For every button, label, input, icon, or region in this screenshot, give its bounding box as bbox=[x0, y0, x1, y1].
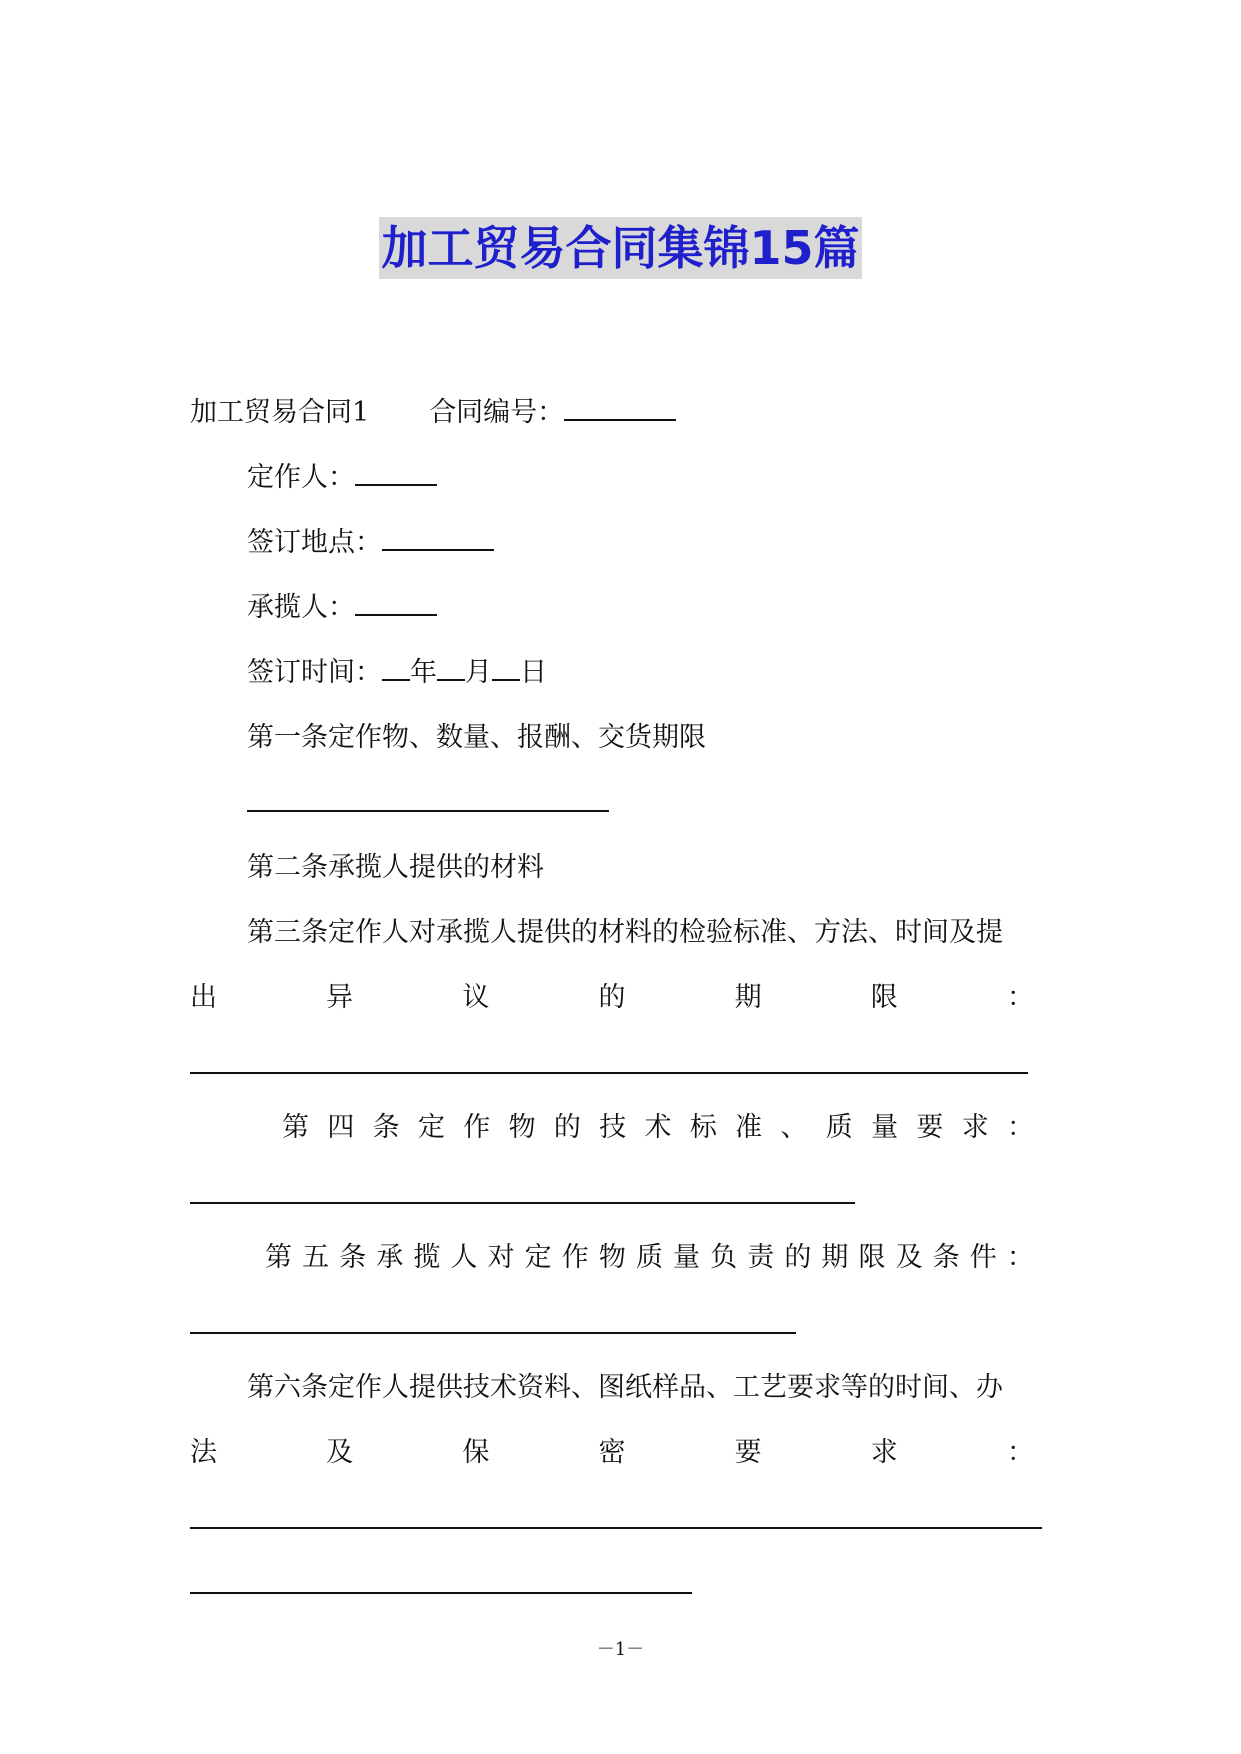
contractor-line bbox=[247, 588, 437, 628]
a4-char: ： bbox=[1007, 1112, 1034, 1143]
article-4 bbox=[282, 1108, 1034, 1148]
article-3-blank bbox=[190, 1072, 1028, 1074]
a5-char: 揽 bbox=[413, 1242, 441, 1273]
a4-char: 量 bbox=[871, 1112, 899, 1143]
contract-number-label: 合同编号： bbox=[429, 397, 565, 428]
a5-char: 责 bbox=[747, 1242, 775, 1273]
article-1-blank bbox=[247, 810, 609, 812]
a6-char: 求 bbox=[870, 1437, 898, 1468]
a3-char: ： bbox=[1006, 982, 1034, 1013]
a4-char: 求 bbox=[961, 1112, 989, 1143]
a5-char: ： bbox=[1006, 1242, 1034, 1273]
contractor-label: 承揽人： bbox=[247, 592, 355, 623]
orderer-blank bbox=[355, 462, 437, 486]
a4-char: 术 bbox=[644, 1112, 672, 1143]
a6-char: 保 bbox=[462, 1437, 490, 1468]
month-blank bbox=[437, 657, 465, 681]
article-3-line-2 bbox=[190, 978, 1034, 1018]
document-title: 加工贸易合同集锦15篇 bbox=[379, 217, 861, 279]
a4-char: 要 bbox=[916, 1112, 944, 1143]
contract-heading: 加工贸易合同1 bbox=[190, 397, 370, 428]
a5-char: 承 bbox=[376, 1242, 404, 1273]
article-4-blank bbox=[190, 1202, 855, 1204]
a4-char: 作 bbox=[463, 1112, 491, 1143]
a5-char: 作 bbox=[561, 1242, 589, 1273]
a6-char: 要 bbox=[734, 1437, 762, 1468]
a5-char: 条 bbox=[339, 1242, 367, 1273]
a6-char: 及 bbox=[326, 1437, 354, 1468]
article-2: 第二条承揽人提供的材料 bbox=[247, 852, 544, 883]
a5-char: 件 bbox=[969, 1242, 997, 1273]
a6-char: 法 bbox=[190, 1437, 217, 1468]
a5-char: 限 bbox=[858, 1242, 886, 1273]
article-6-line-1: 第六条定作人提供技术资料、图纸样品、工艺要求等的时间、办 bbox=[247, 1372, 1003, 1403]
a4-char: 准 bbox=[735, 1112, 763, 1143]
article-6-line-2 bbox=[190, 1433, 1034, 1473]
a5-char: 定 bbox=[524, 1242, 552, 1273]
a3-char: 期 bbox=[734, 982, 762, 1013]
a4-char: 质 bbox=[825, 1112, 853, 1143]
article-5 bbox=[265, 1238, 1034, 1278]
a5-char: 物 bbox=[598, 1242, 626, 1273]
a3-char: 议 bbox=[462, 982, 490, 1013]
a5-char: 的 bbox=[784, 1242, 812, 1273]
a5-char: 条 bbox=[932, 1242, 960, 1273]
a3-char: 异 bbox=[326, 982, 354, 1013]
a4-char: 条 bbox=[372, 1112, 400, 1143]
article-6-blank-2 bbox=[190, 1592, 692, 1594]
time-line bbox=[247, 653, 547, 693]
a6-char: ： bbox=[1006, 1437, 1034, 1468]
page-number: －1－ bbox=[596, 1639, 645, 1660]
article-5-blank bbox=[190, 1332, 796, 1334]
a4-char: 物 bbox=[508, 1112, 536, 1143]
article-1: 第一条定作物、数量、报酬、交货期限 bbox=[247, 722, 706, 753]
contractor-blank bbox=[355, 592, 437, 616]
month-label: 月 bbox=[465, 657, 492, 688]
a5-char: 对 bbox=[487, 1242, 515, 1273]
a3-char: 的 bbox=[598, 982, 626, 1013]
contract-number-blank bbox=[564, 397, 676, 421]
a3-char: 限 bbox=[870, 982, 898, 1013]
a3-char: 出 bbox=[190, 982, 217, 1013]
a5-char: 五 bbox=[302, 1242, 330, 1273]
a4-char: 技 bbox=[599, 1112, 627, 1143]
article-6-blank-1 bbox=[190, 1527, 1042, 1529]
a5-char: 及 bbox=[895, 1242, 923, 1273]
place-label: 签订地点： bbox=[247, 527, 382, 558]
a5-char: 负 bbox=[710, 1242, 738, 1273]
header-line bbox=[190, 393, 676, 433]
day-label: 日 bbox=[520, 657, 547, 688]
a5-char: 人 bbox=[450, 1242, 478, 1273]
a5-char: 量 bbox=[673, 1242, 701, 1273]
orderer-line bbox=[247, 458, 437, 498]
place-blank bbox=[382, 527, 494, 551]
title-wrap bbox=[0, 217, 1241, 279]
a6-char: 密 bbox=[598, 1437, 626, 1468]
a4-char: 四 bbox=[327, 1112, 355, 1143]
orderer-label: 定作人： bbox=[247, 462, 355, 493]
a5-char: 质 bbox=[635, 1242, 663, 1273]
a4-char: 的 bbox=[553, 1112, 581, 1143]
day-blank bbox=[492, 657, 520, 681]
article-3-line-1: 第三条定作人对承揽人提供的材料的检验标准、方法、时间及提 bbox=[247, 917, 1003, 948]
year-label: 年 bbox=[410, 657, 437, 688]
time-label: 签订时间： bbox=[247, 657, 382, 688]
a5-char: 第 bbox=[265, 1242, 292, 1273]
a4-char: 、 bbox=[780, 1112, 808, 1143]
a4-char: 第 bbox=[282, 1112, 309, 1143]
a5-char: 期 bbox=[821, 1242, 849, 1273]
place-line bbox=[247, 523, 494, 563]
a4-char: 定 bbox=[417, 1112, 445, 1143]
a4-char: 标 bbox=[689, 1112, 717, 1143]
year-blank bbox=[382, 657, 410, 681]
